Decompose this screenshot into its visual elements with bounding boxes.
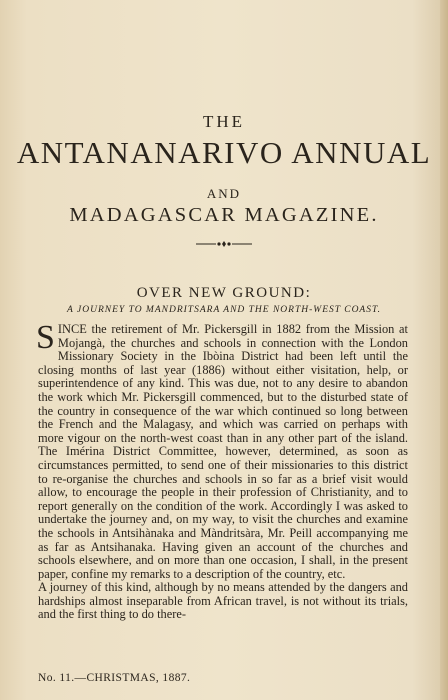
title-the: THE	[202, 112, 246, 131]
paragraph-1-text: INCE the retirement of Mr. Pickersgill in 1882 from the Mission at Mojangà, the churches and schools in connection with the London Missionary Society in the Ibòina District had been left until the closing months of last year (1886) without either visitation, help, or superintendence of any kind. This was due, not to any desire to abandon the work which Mr. Pickersgill commenced, but to the disturbed state of the country in consequence of the war which continued so long between the French and the Malagasy, and which was carried on perhaps with more vigour on the north-west coast than in any other part of the island. The Imérina District Committee, however, determined, as soon as circumstances permitted, to send one of their missionaries to this district to re-organise the churches and schools in so far as a brief visit would allow, to encourage the people in their profession of Christianity, and to report generally on the condition of the work. Accordingly I was asked to undertake the journey and, on my way, to visit the churches and examine the schools in Antsihànaka and Màndritsàra, Mr. Peill accompanying me as far as Antsihanaka. Having given an account of the churches and schools elsewhere, and on more than one occasion, I shall, in the present paper, confine my remarks to a description of the country, etc.	[38, 322, 408, 581]
ornament-icon	[194, 238, 254, 250]
ornament-divider	[0, 238, 448, 252]
article-body	[36, 319, 408, 622]
paragraph-2: A journey of this kind, although by no means attended by the dangers and hardships almost inseparable from African travel, is not without its trials, and the first thing to do there-	[38, 580, 408, 622]
title-magazine: MADAGASCAR MAGAZINE.	[69, 204, 379, 226]
page-edge	[440, 0, 448, 700]
drop-cap: S	[36, 319, 55, 356]
article-subheading: A JOURNEY TO MANDRITSARA AND THE NORTH-WEST COAST.	[67, 305, 381, 315]
title-annual: ANTANANARIVO ANNUAL	[16, 135, 432, 170]
issue-footer: No. 11.—CHRISTMAS, 1887.	[38, 672, 191, 684]
title-and: AND	[206, 186, 242, 201]
paragraph-1	[36, 319, 408, 581]
article-heading: OVER NEW GROUND:	[136, 285, 312, 301]
